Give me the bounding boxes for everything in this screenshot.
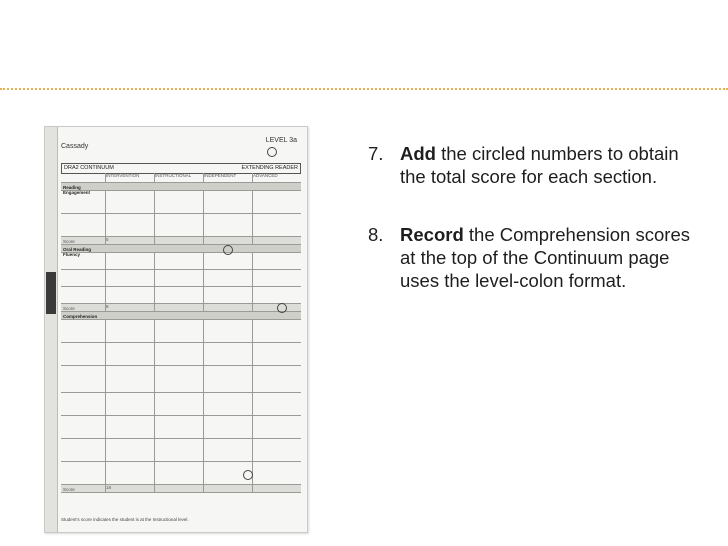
circled-number-mark <box>223 245 233 255</box>
step-number: 8. <box>368 224 384 245</box>
continuum-scan-image <box>44 126 308 533</box>
scan-table-row <box>61 366 301 393</box>
scan-score-row <box>61 304 301 312</box>
scan-score-row <box>61 485 301 493</box>
scan-footer-note: Student's score indicates the student is at the Instructional level. <box>61 517 189 522</box>
header-band <box>0 0 728 88</box>
scan-score-value: 8 <box>105 304 154 311</box>
header-divider <box>0 88 728 90</box>
scan-level-label: LEVEL 3a <box>265 137 297 144</box>
scan-table-row <box>61 343 301 366</box>
scan-table-row <box>61 287 301 304</box>
scan-score-value: 5 <box>105 237 154 244</box>
circled-number-mark <box>267 147 277 157</box>
instruction-step <box>368 142 708 188</box>
scan-side-tab <box>45 127 58 532</box>
scan-student-name: Cassady <box>61 143 89 150</box>
scan-continuum-title: DRA2 CONTINUUM <box>64 165 114 171</box>
scan-table-row <box>61 462 301 485</box>
scan-section-row <box>61 245 301 257</box>
scan-column-header: INSTRUCTIONAL <box>154 173 203 182</box>
circled-number-mark <box>277 303 287 313</box>
scan-column-header: INTERVENTION <box>105 173 154 182</box>
scan-table-row <box>61 320 301 343</box>
scan-table-row <box>61 393 301 416</box>
scan-score-label: Score <box>63 487 75 492</box>
step-text: the Comprehension scores at the top of the Continuum page uses the level-colon format. <box>400 224 690 291</box>
scan-score-value: 18 <box>105 485 154 492</box>
scan-section-label: Reading Engagement <box>63 185 91 195</box>
scan-table-row <box>61 214 301 237</box>
scan-score-row <box>61 237 301 245</box>
scan-section-label: Comprehension <box>63 314 98 319</box>
step-keyword: Add <box>400 143 436 164</box>
scan-section-row <box>61 312 301 320</box>
scan-table-row <box>61 416 301 439</box>
step-keyword: Record <box>400 224 464 245</box>
scan-section-row <box>61 183 301 195</box>
circled-number-mark <box>243 470 253 480</box>
instruction-step <box>368 223 708 292</box>
scan-table-row <box>61 191 301 214</box>
scan-column-headers <box>61 173 301 183</box>
scan-section-label: Oral Reading Fluency <box>63 247 92 257</box>
scan-table-row <box>61 439 301 462</box>
scan-column-header: INDEPENDENT <box>203 173 252 182</box>
scan-side-tab-mark <box>46 272 56 314</box>
scan-table-row <box>61 270 301 287</box>
scan-score-label: Score <box>63 306 75 311</box>
step-text: the circled numbers to obtain the total score for each section. <box>400 143 679 187</box>
scan-column-header: ADVANCED <box>252 173 301 182</box>
instruction-list <box>368 142 708 292</box>
scan-score-label: Score <box>63 239 75 244</box>
step-number: 7. <box>368 143 384 164</box>
scan-table-row <box>61 253 301 270</box>
scan-reader-stage: EXTENDING READER <box>241 165 298 171</box>
